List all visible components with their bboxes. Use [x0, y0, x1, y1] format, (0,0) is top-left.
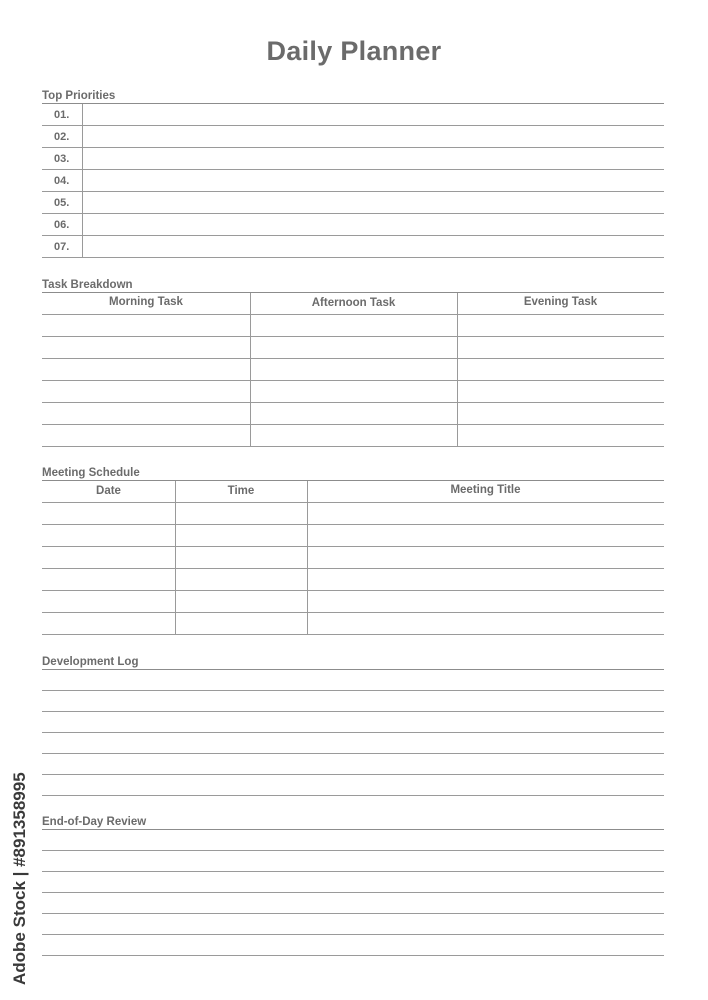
row-line — [42, 402, 664, 403]
priority-field-1[interactable] — [83, 104, 664, 125]
row-line — [42, 568, 664, 569]
priority-number: 07. — [54, 241, 70, 253]
column-header-evening: Evening Task — [523, 296, 598, 308]
end-of-day-review-label: End-of-Day Review — [42, 816, 147, 828]
priority-field-3[interactable] — [83, 148, 664, 169]
row-line — [42, 850, 664, 851]
row-line — [42, 634, 664, 635]
row-line — [42, 336, 664, 337]
section-rule — [42, 480, 664, 481]
row-line — [42, 871, 664, 872]
row-line — [42, 380, 664, 381]
row-line — [42, 934, 664, 935]
page-title: Daily Planner — [266, 36, 442, 66]
priority-field-6[interactable] — [83, 214, 664, 235]
section-rule — [42, 829, 664, 830]
row-line — [42, 546, 664, 547]
priority-number: 02. — [54, 131, 70, 143]
row-line — [42, 612, 664, 613]
row-line — [42, 446, 664, 447]
column-header-afternoon: Afternoon Task — [311, 297, 396, 309]
column-header-time: Time — [227, 485, 255, 497]
top-priorities-label: Top Priorities — [42, 90, 116, 102]
row-line — [42, 358, 664, 359]
priority-field-4[interactable] — [83, 170, 664, 191]
development-log-label: Development Log — [42, 656, 139, 668]
section-rule — [42, 669, 664, 670]
priority-number: 06. — [54, 219, 70, 231]
column-header-date: Date — [96, 485, 121, 497]
row-line — [42, 257, 664, 258]
column-header-morning: Morning Task — [109, 296, 183, 308]
priority-number: 04. — [54, 175, 70, 187]
row-line — [42, 711, 664, 712]
row-line — [42, 955, 664, 956]
row-line — [42, 314, 664, 315]
meeting-schedule-label: Meeting Schedule — [42, 467, 140, 479]
priority-number: 05. — [54, 197, 70, 209]
row-line — [42, 424, 664, 425]
row-line — [42, 524, 664, 525]
row-line — [42, 502, 664, 503]
row-line — [42, 690, 664, 691]
task-breakdown-label: Task Breakdown — [42, 279, 133, 291]
section-rule — [42, 292, 664, 293]
row-line — [42, 753, 664, 754]
row-line — [42, 795, 664, 796]
priority-field-7[interactable] — [83, 236, 664, 257]
column-header-meeting-title: Meeting Title — [450, 484, 521, 496]
row-line — [42, 774, 664, 775]
priority-field-5[interactable] — [83, 192, 664, 213]
priority-field-2[interactable] — [83, 126, 664, 147]
priority-number: 01. — [54, 109, 70, 121]
row-line — [42, 892, 664, 893]
stock-id-label: Adobe Stock | #891358995 — [10, 772, 29, 985]
priority-number: 03. — [54, 153, 70, 165]
row-line — [42, 590, 664, 591]
row-line — [42, 913, 664, 914]
row-line — [42, 732, 664, 733]
